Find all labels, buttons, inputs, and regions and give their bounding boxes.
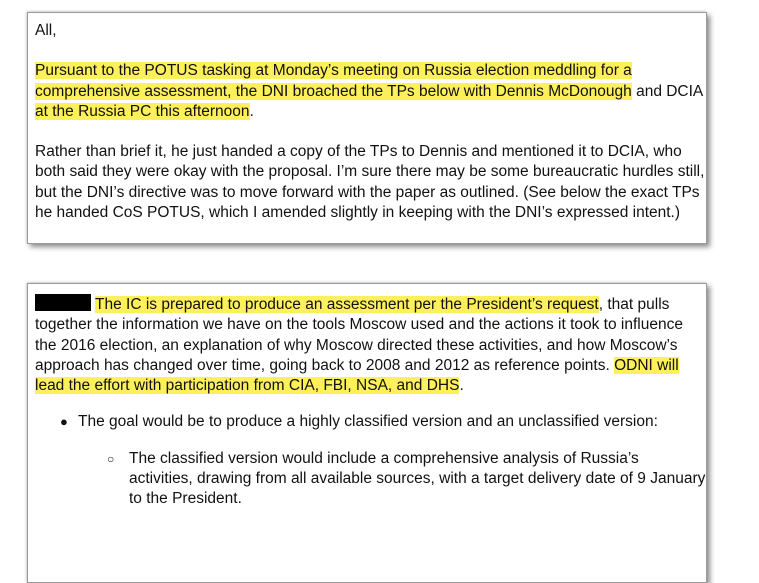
redaction-block bbox=[35, 294, 91, 311]
text-period: . bbox=[249, 102, 254, 120]
email-excerpt-box bbox=[27, 12, 707, 244]
highlight-potus-tasking: Pursuant to the POTUS tasking at Monday’s meeting on Russia election meddling for a comprehensive assessment, the DNI broached the TPs below with Dennis McDonough bbox=[35, 62, 632, 100]
greeting: All, bbox=[35, 22, 57, 39]
text-assessment-details: , that pulls together the information we have on the tools Moscow used and the actions it took to influence the 2016 election, an explanation of why Moscow directed these activities, and how Moscow’s approach has changed over time, going back to 2008 and 2012 as reference points. bbox=[35, 296, 683, 374]
highlight-russia-pc: at the Russia PC this afternoon bbox=[35, 102, 250, 120]
circle-bullet-icon: ○ bbox=[107, 451, 115, 466]
bullet-text: The goal would be to produce a highly classified version and an unclassified version: bbox=[78, 413, 658, 431]
highlight-odni-lead: ODNI will lead the effort with participation from CIA, FBI, NSA, and DHS bbox=[35, 356, 679, 395]
highlight-ic-prepared: The IC is prepared to produce an assessment per the President’s request bbox=[95, 296, 599, 313]
sub-bullet-text: The classified version would include a comprehensive analysis of Russia’s activities, drawing from all available sources, with a target delivery date of 9 January to the President. bbox=[129, 449, 706, 508]
bullet-item bbox=[60, 412, 706, 432]
sub-bullet-item bbox=[107, 449, 706, 510]
text-and-dcia: and DCIA bbox=[631, 82, 703, 100]
talking-points-box bbox=[27, 283, 707, 583]
tp-paragraph-1 bbox=[35, 294, 706, 396]
text-period: . bbox=[459, 377, 464, 395]
email-paragraph-2: Rather than brief it, he just handed a copy of the TPs to Dennis and mentioned it to DCIA, who both said they were okay with the proposal. I’m sure there may be some bureaucratic hurdles still, but the DNI’s directive was to move forward with the paper as outlined. (See below the exact TPs he handed CoS POTUS, which I amended slightly in keeping with the DNI’s expressed intent.) bbox=[35, 143, 705, 222]
bullet-dot-icon: ● bbox=[60, 414, 68, 430]
email-paragraph-1 bbox=[35, 61, 706, 122]
